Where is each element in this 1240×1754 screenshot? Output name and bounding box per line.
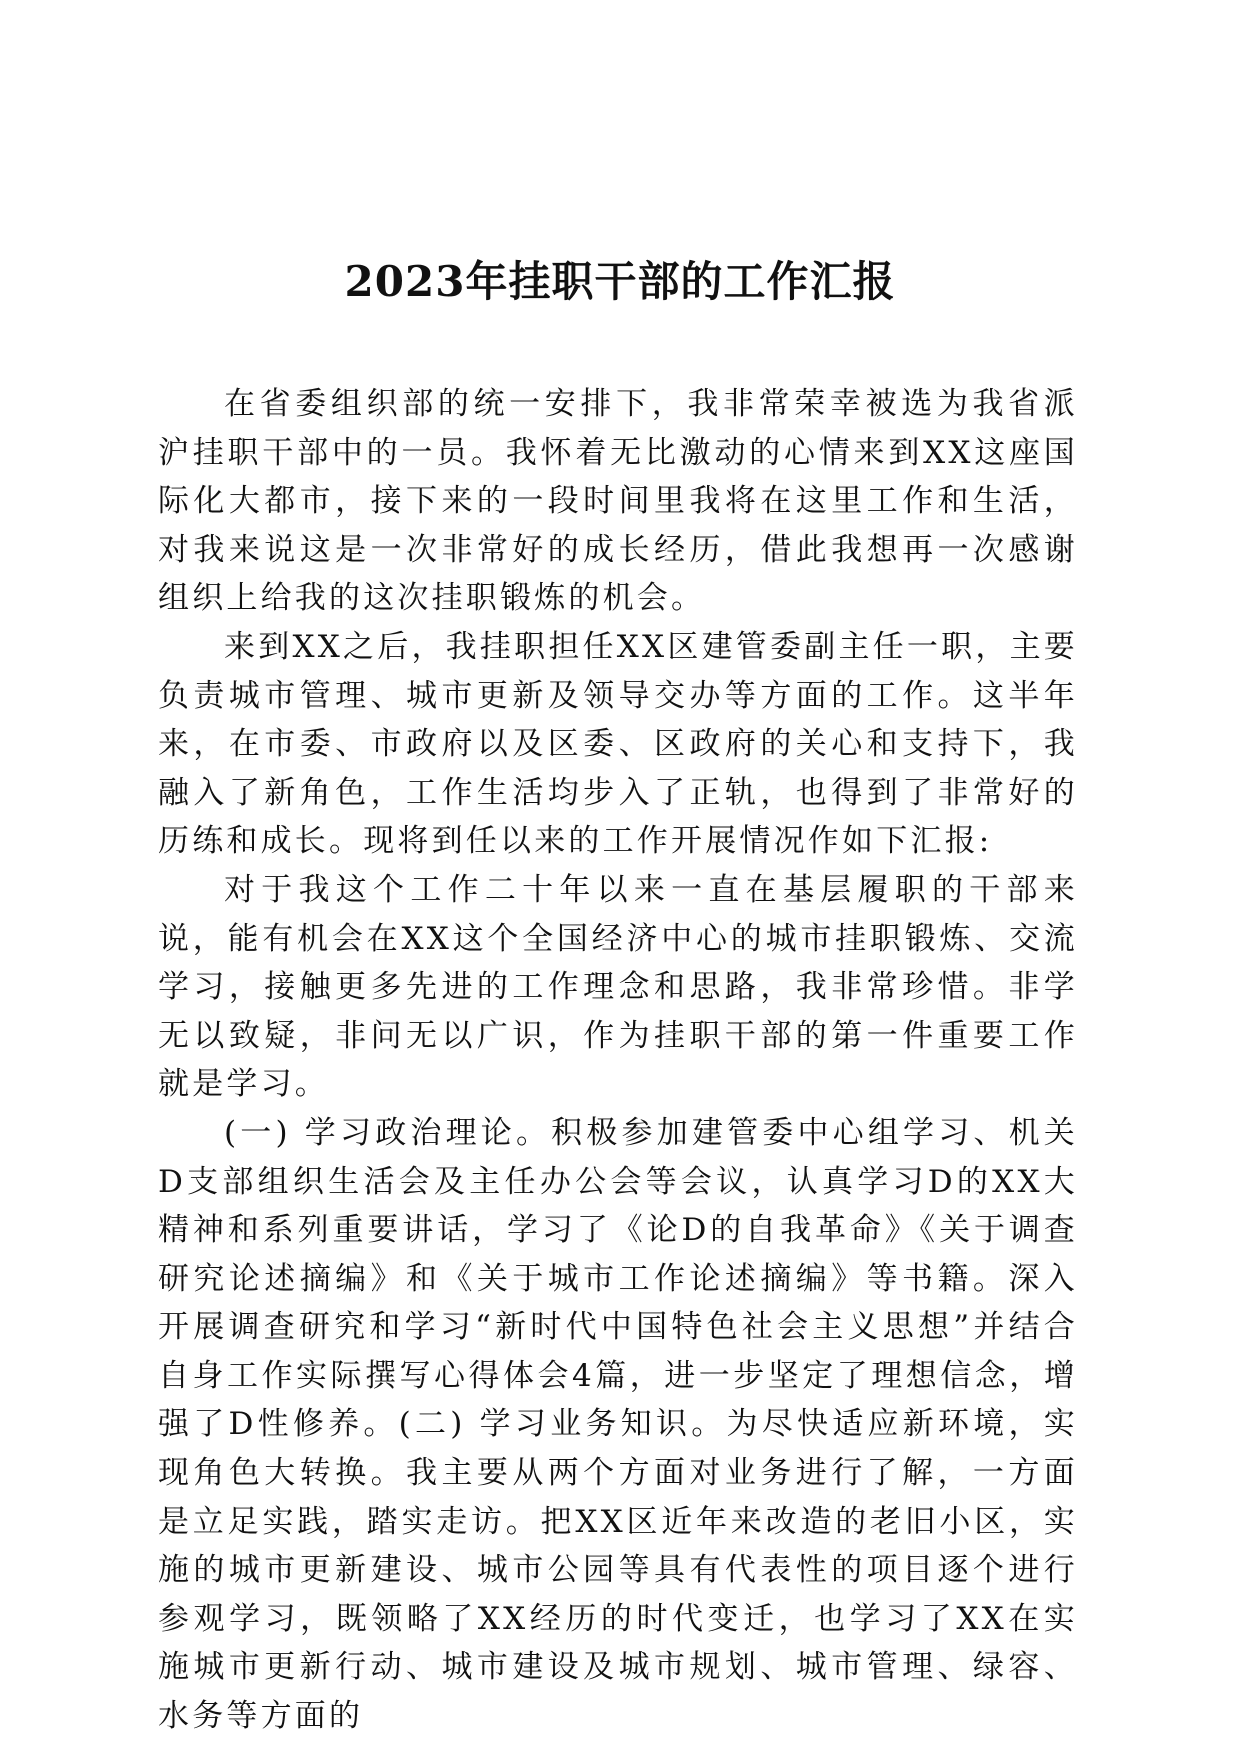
paragraph-learning: 对于我这个工作二十年以来一直在基层履职的干部来说，能有机会在XX这个全国经济中心的城市挂职锻炼、交流学习，接触更多先进的工作理念和思路，我非常珍惜。非学无以致疑，非问无以广识，作为挂职干部的第一件重要工作就是学习。 xyxy=(158,871,1078,1103)
document-title: 2023年挂职干部的工作汇报 xyxy=(344,257,896,306)
paragraph-intro: 在省委组织部的统一安排下，我非常荣幸被选为我省派沪挂职干部中的一员。我怀着无比激动的心情来到XX这座国际化大都市，接下来的一段时间里我将在这里工作和生活，对我来说这是一次非常好的成长经历，借此我想再一次感谢组织上给我的这次挂职锻炼的机会。 xyxy=(158,386,1078,617)
paragraph-study-details: (一) 学习政治理论。积极参加建管委中心组学习、机关D支部组织生活会及主任办公会等会议，认真学习D的XX大精神和系列重要讲话，学习了《论D的自我革命》《关于调查研究论述摘编》和《关于城市工作论述摘编》等书籍。深入开展调查研究和学习“新时代中国特色社会主义思想”并结合自身工作实际撰写心得体会4篇，进一步坚定了理想信念，增强了D性修养。(二) 学习业务知识。为尽快适应新环境，实现角色大转换。我主要从两个方面对业务进行了解，一方面是立足实践，踏实走访。把XX区近年来改造的老旧小区，实施的城市更新建设、城市公园等具有代表性的项目逐个进行参观学习，既领略了XX经历的时代变迁，也学习了XX在实施城市更新行动、城市建设及城市规划、城市管理、绿容、水务等方面的 xyxy=(158,1114,1078,1735)
paragraph-position: 来到XX之后，我挂职担任XX区建管委副主任一职，主要负责城市管理、城市更新及领导交办等方面的工作。这半年来，在市委、市政府以及区委、区政府的关心和支持下，我融入了新角色，工作生活均步入了正轨，也得到了非常好的历练和成长。现将到任以来的工作开展情况作如下汇报: xyxy=(158,628,1078,860)
document-body xyxy=(158,380,1078,1741)
